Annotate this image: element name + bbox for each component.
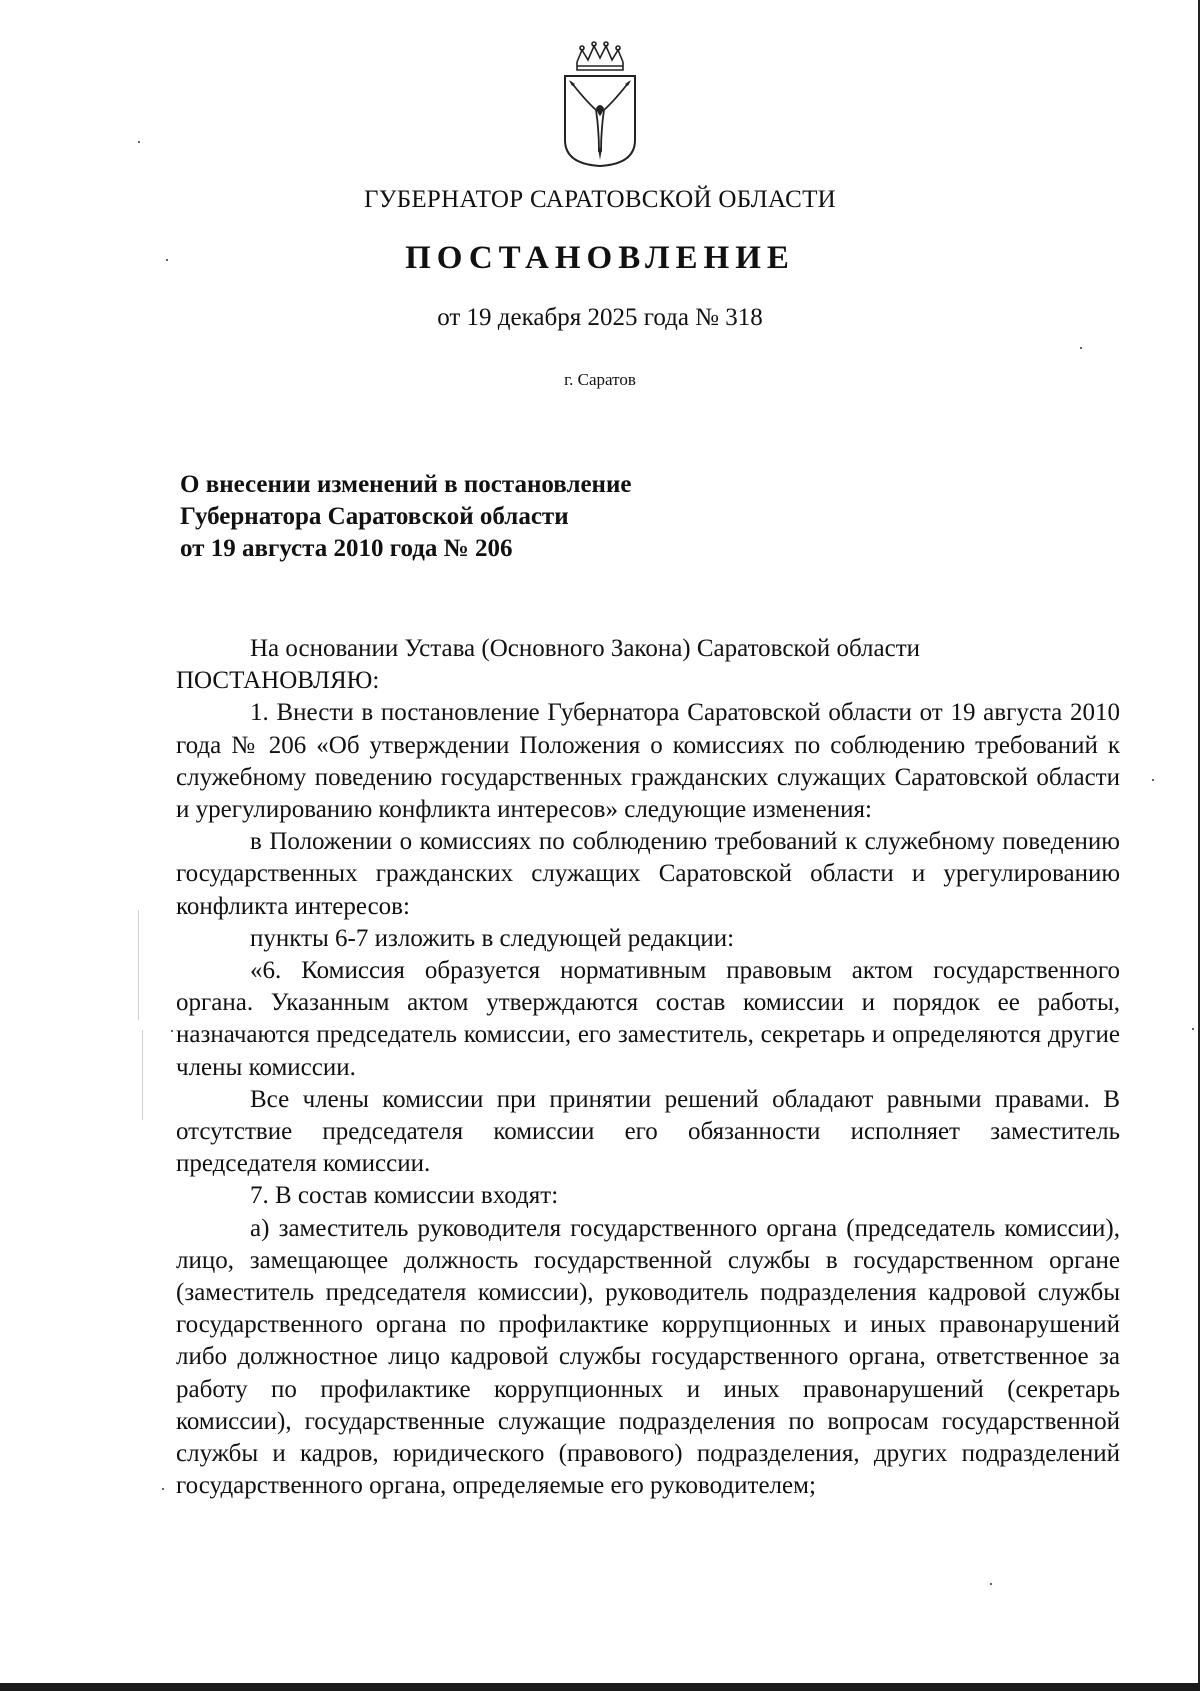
- document-type: ПОСТАНОВЛЕНИЕ: [405, 240, 795, 276]
- subject-line: от 19 августа 2010 года № 206: [180, 535, 513, 562]
- document-body: [176, 633, 1120, 1502]
- scan-speck: [990, 1583, 992, 1585]
- document-city: г. Саратов: [564, 370, 636, 389]
- paragraph-point-6: «6. Комиссия образуется нормативным правовым актом государственного органа. Указанным актом утверждаются состав комиссии и порядок ее работы, назначаются председатель комиссии, его заместитель, секретарь и определяются другие члены комиссии.: [176, 957, 1120, 1081]
- paragraph-basis: На основании Устава (Основного Закона) Саратовской области: [250, 635, 921, 662]
- paragraph-amend-points: пункты 6-7 изложить в следующей редакции:: [250, 924, 735, 952]
- document-date-number: от 19 декабря 2025 года № 318: [437, 304, 763, 331]
- scan-streak: [142, 1030, 143, 1120]
- scan-speck: [162, 1488, 164, 1490]
- scan-speck: [1152, 779, 1154, 781]
- subject-line: О внесении изменений в постановление: [180, 471, 632, 498]
- scan-speck: [138, 141, 140, 143]
- paragraph-equal-rights: Все члены комиссии при принятии решений обладают равными правами. В отсутствие председателя комиссии его обязанности исполняет заместитель председателя комиссии.: [176, 1085, 1120, 1178]
- subject-line: Губернатора Саратовской области: [180, 503, 569, 530]
- scan-speck: [171, 1030, 173, 1032]
- issuing-authority: ГУБЕРНАТОР САРАТОВСКОЙ ОБЛАСТИ: [363, 186, 837, 213]
- scan-speck: [166, 259, 168, 261]
- saratov-coat-of-arms-icon: [555, 40, 645, 168]
- paragraph-point-7a: а) заместитель руководителя государственного органа (председатель комиссии), лицо, замещающее должность государственной службы в государственном органе (заместитель председателя комиссии), руководитель подразделения кадровой службы государственного органа по профилактике коррупционных и иных правонарушений либо должностное лицо кадровой службы государственного органа, ответственное за работу по профилактике коррупционных и иных правонарушений (секретарь комиссии), государственные служащие подразделения по вопросам государственной службы и кадров, юридического (правового) подразделения, других подразделений государственного органа, определяемые его руководителем;: [176, 1214, 1120, 1500]
- paragraph-resolve: ПОСТАНОВЛЯЮ:: [176, 667, 380, 695]
- scan-streak: [138, 910, 139, 1020]
- scan-speck: [1192, 1028, 1194, 1030]
- paragraph-regulation: в Положении о комиссиях по соблюдению требований к служебному поведению государственных гражданских служащих Саратовской области и урегулированию конфликта интересов:: [176, 828, 1120, 920]
- document-subject: [180, 469, 820, 565]
- paragraph-point-7: 7. В состав комиссии входят:: [250, 1182, 559, 1210]
- scan-speck: [1080, 347, 1082, 349]
- scan-edge-bottom: [0, 1683, 1200, 1691]
- paragraph-item-1: 1. Внести в постановление Губернатора Саратовской области от 19 августа 2010 года № 206 «Об утверждении Положения о комиссиях по соблюдению требований к служебному поведению государственных гражданских служащих Саратовской области и урегулированию конфликта интересов» следующие изменения:: [176, 699, 1120, 824]
